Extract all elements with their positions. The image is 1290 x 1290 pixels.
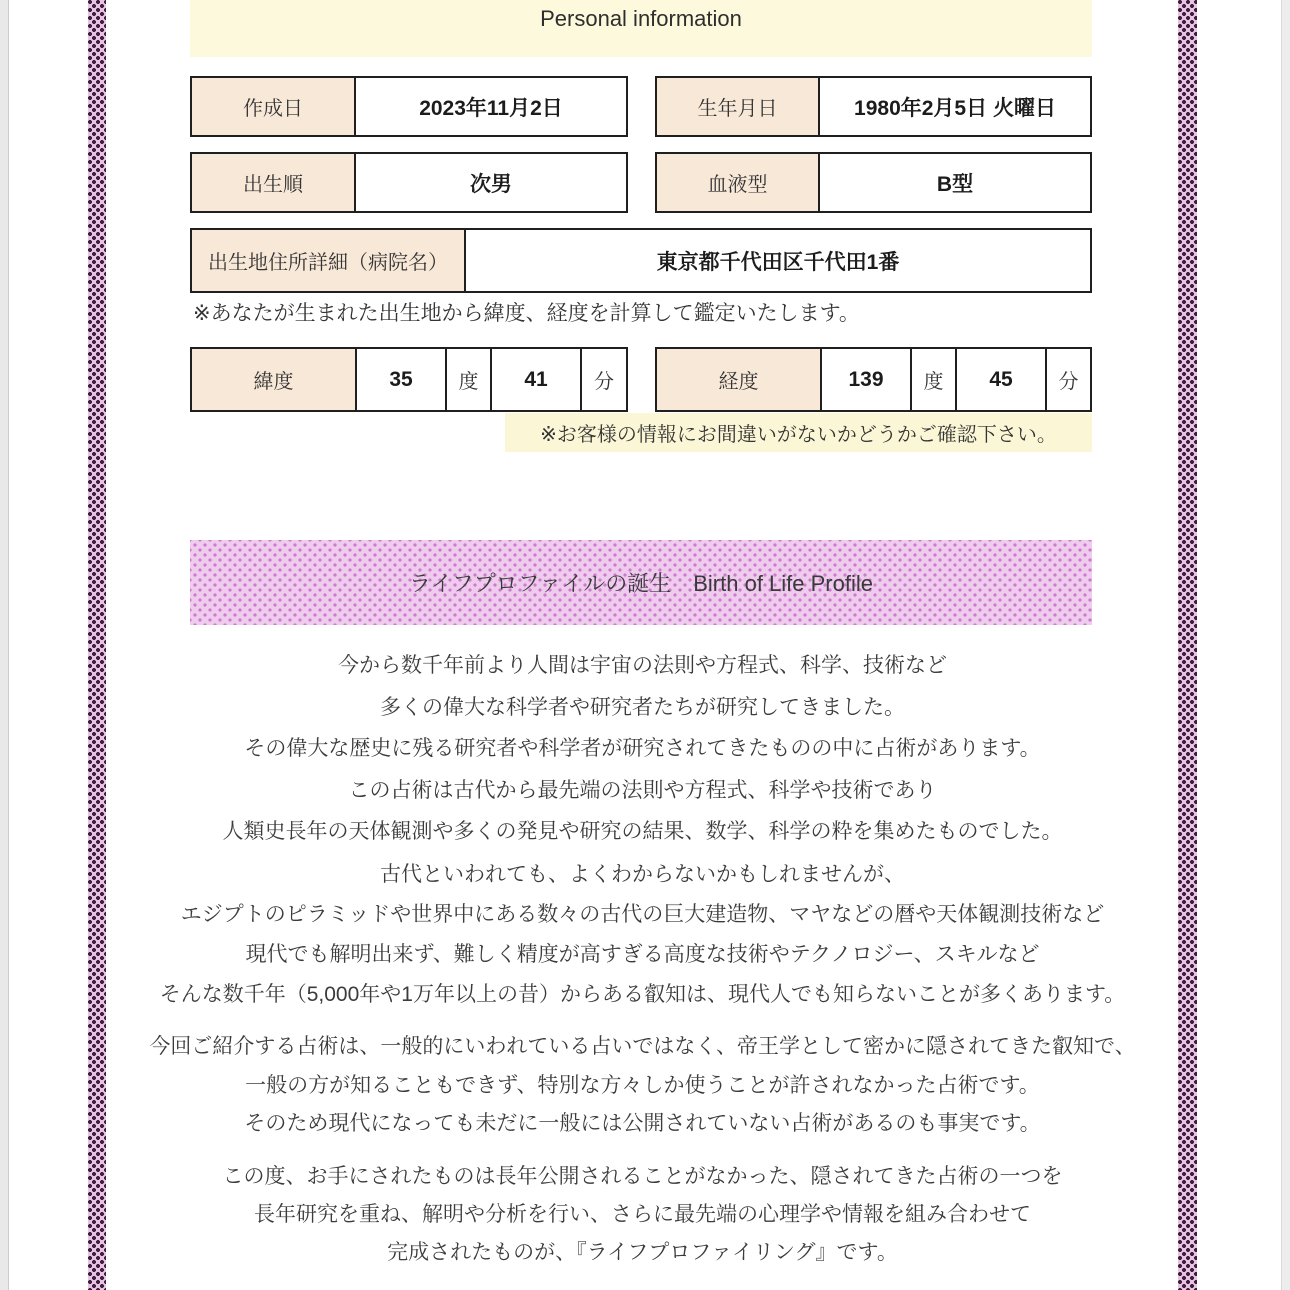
window-edge-right — [1281, 0, 1290, 1290]
birthplace-table — [190, 228, 1092, 293]
paragraph-1-line-4: この占術は古代から最先端の法則や方程式、科学や技術であり — [348, 778, 937, 802]
paragraph-3-line-3: そのため現代になっても未だに一般には公開されていない占術があるのも事実です。 — [244, 1112, 1041, 1135]
birth-of-life-profile-banner — [190, 540, 1092, 625]
longitude-label: 経度 — [657, 349, 822, 410]
paragraph-1-line-1: 今から数千年前より人間は宇宙の法則や方程式、科学、技術など — [338, 654, 947, 677]
paragraph-3-line-2: 一般の方が知ることもできず、特別な方々しか使うことが許されなかった占術です。 — [245, 1073, 1040, 1097]
latitude-label: 緯度 — [192, 349, 357, 410]
created-date-value: 2023年11月2日 — [419, 96, 563, 120]
blood-type-value: B型 — [936, 172, 974, 196]
birth-order-table — [190, 152, 628, 213]
paragraph-2 — [90, 855, 1195, 1015]
birthplace-value: 東京都千代田区千代田1番 — [656, 250, 900, 274]
confirmation-note: ※お客様の情報にお間違いがないかどうかご確認下さい。 — [505, 413, 1092, 452]
latitude-minutes-unit: 分 — [594, 371, 614, 393]
blood-type-label: 血液型 — [657, 154, 820, 211]
longitude-minutes-unit: 分 — [1058, 371, 1079, 393]
longitude-degrees-unit: 度 — [912, 349, 957, 410]
latitude-degrees-value: 35 — [357, 349, 447, 410]
paragraph-1-line-5: 人類史長年の天体観測や多くの発見や研究の結果、数学、科学の粋を集めたものでした。 — [222, 820, 1063, 843]
paragraph-2-line-2: エジプトのピラミッドや世界中にある数々の古代の巨大建造物、マヤなどの暦や天体観測技術など — [180, 903, 1105, 926]
birth-date-value: 1980年2月5日 火曜日 — [854, 96, 1056, 120]
paragraph-3 — [90, 1028, 1195, 1144]
birth-date-table — [655, 76, 1092, 137]
latitude-table — [190, 347, 628, 412]
paragraph-4 — [90, 1158, 1195, 1272]
created-date-table — [190, 76, 628, 137]
window-edge-left — [0, 0, 9, 1290]
geocode-note: ※あなたが生まれた出生地から緯度、経度を計算して鑑定いたします。 — [193, 302, 860, 325]
longitude-minutes-value: 45 — [957, 349, 1047, 410]
paragraph-4-line-2: 長年研究を重ね、解明や分析を行い、さらに最先端の心理学や情報を組み合わせて — [254, 1203, 1031, 1226]
latitude-minutes-value: 41 — [492, 349, 582, 410]
personal-information-header — [190, 0, 1092, 57]
paragraph-1-line-2: 多くの偉大な科学者や研究者たちが研究してきました。 — [380, 695, 905, 719]
created-date-label: 作成日 — [192, 78, 356, 135]
longitude-degrees-value: 139 — [822, 349, 912, 410]
paragraph-2-line-1: 古代といわれても、よくわからないかもしれませんが、 — [380, 863, 905, 886]
blood-type-table — [655, 152, 1092, 213]
paragraph-2-line-3: 現代でも解明出来ず、難しく精度が高すぎる高度な技術やテクノロジー、スキルなど — [245, 943, 1040, 966]
birthplace-label: 出生地住所詳細（病院名） — [192, 230, 466, 291]
latitude-degrees-unit: 度 — [447, 349, 492, 410]
paragraph-3-line-1: 今回ご紹介する占術は、一般的にいわれている占いではなく、帝王学として密かに隠されてきた叡知で、 — [149, 1035, 1136, 1058]
paragraph-1-line-3: その偉大な歴史に残る研究者や科学者が研究されてきたものの中に占術があります。 — [244, 737, 1041, 760]
personal-information-title: Personal information — [540, 5, 742, 31]
paragraph-4-line-1: この度、お手にされたものは長年公開されることがなかった、隠されてきた占術の一つを — [222, 1165, 1063, 1188]
paragraph-1 — [90, 645, 1195, 853]
longitude-table — [655, 347, 1092, 412]
paragraph-2-line-4: そんな数千年（5,000年や1万年以上の昔）からある叡知は、現代人でも知らないことが多くあります。 — [159, 983, 1126, 1006]
banner-title: ライフプロファイルの誕生 Birth of Life Profile — [409, 571, 873, 596]
birth-date-label: 生年月日 — [657, 78, 820, 135]
paragraph-4-line-3: 完成されたものが、『ライフプロファイリング』です。 — [387, 1241, 898, 1264]
birth-order-value: 次男 — [470, 172, 512, 196]
birth-order-label: 出生順 — [192, 154, 356, 211]
